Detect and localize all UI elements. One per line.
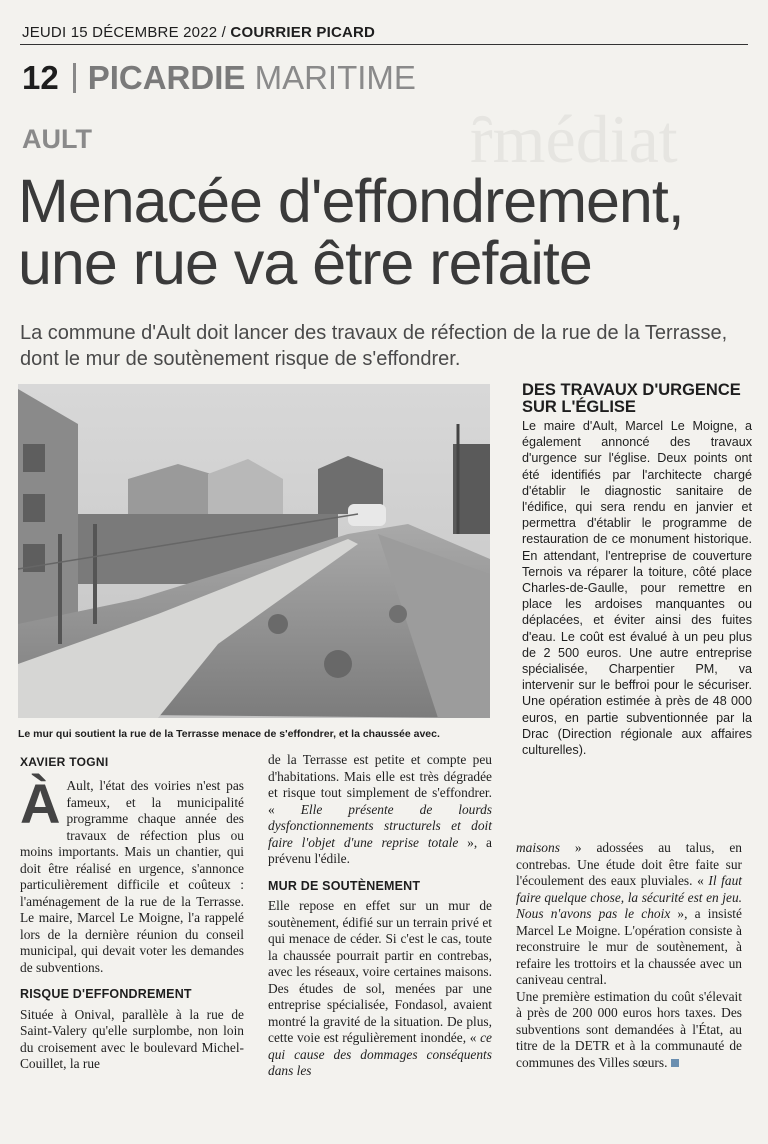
sidebar-text: Le maire d'Ault, Marcel Le Moigne, a également annoncé des travaux d'urgence sur l'église. Deux points ont été identifiés par l'architecte chargé d'établir le diagnostic sanitaire de l'édifice, qui sera rendu en janvier et permettra d'établir le programme de restauration de ce monument historique. En attendant, l'entreprise de couverture Ternois va réparer la toiture, côté place Charles-de-Gaulle, pour remettre en place les ardoises manquantes ou déplacées, et éviter ainsi des fuites d'eau. Le coût est évalué à un peu plus de 2 500 euros. Une autre entreprise spécialisée, Charpentier PM, va intervenir sur le beffroi pour le sécuriser. Une opération estimée à près de 48 000 euros, en partie subventionnée par la Drac (Direction régionale aux affaires culturelles). <box>522 419 752 758</box>
photo-caption: Le mur qui soutient la rue de la Terrasse menace de s'effondrer, et la chaussée avec. <box>18 728 440 740</box>
article-standfirst: La commune d'Ault doit lancer des travaux de réfection de la rue de la Terrasse, dont le mur de soutènement risque de s'effondrer. <box>20 322 728 370</box>
headline-line-2: une rue va être refaite <box>18 229 592 297</box>
paragraph-5: maisons » adossées au talus, en contrebas. Une étude doit être faite sur l'écoulement des eaux pluviales. « Il faut faire quelque chose, la sécurité est en jeu. Nous n'avons pas le choix », a insisté Marcel Le Moigne. L'opération consiste à reconstruire le mur de soutènement, à refaire les trottoirs et la chaussée avec un caniveau central. <box>516 840 743 987</box>
section-banner <box>22 58 416 98</box>
paragraph-3: de la Terrasse est petite et compte peu d'habitations. Mais elle est très dégradée et risque tout simplement de s'effondrer. « Elle présente de lourds dysfonctionnements structurels et doit faire l'objet d'une reprise totale », a prévenu l'édile. <box>268 752 493 866</box>
article-kicker: AULT <box>22 124 92 154</box>
article-column-2 <box>268 752 492 1080</box>
article-headline <box>18 167 758 297</box>
subhead-risque: RISQUE D'EFFONDREMENT <box>20 987 192 1001</box>
article-column-3 <box>516 840 742 1071</box>
paragraph-1: À Ault, l'état des voiries n'est pas fameux, et la municipalité programme chaque année des travaux de réfection plus ou moins importants. Mais un chantier, qui doit être réalisé en urgence, s'annonce particulièrement difficile et coûteux : l'aménagement de la rue de la Terrasse. Le maire, Marcel Le Moigne, l'a rappelé lors de la dernière réunion du conseil municipal, qui devait voter les demandes de subventions. <box>20 772 244 975</box>
issue-date: JEUDI 15 DÉCEMBRE 2022 <box>22 24 218 41</box>
sidebar-title: DES TRAVAUX D'URGENCE SUR L'ÉGLISE <box>522 381 741 416</box>
section-name-light: MARITIME <box>254 59 416 96</box>
article-column-1 <box>20 772 244 1073</box>
section-divider <box>73 63 76 93</box>
paragraph-6: Une première estimation du coût s'élevait à près de 200 000 euros hors taxes. Des subventions sont demandées à l'État, au titre de la DETR et à la communauté de communes des Villes sœurs. <box>516 988 742 1070</box>
street-photo-illustration <box>18 384 490 718</box>
paragraph-2: Située à Onival, parallèle à la rue de Saint-Valery qu'elle surplombe, non loin du croisement avec le boulevard Michel-Couillet, la rue <box>20 1006 244 1071</box>
header-divider <box>20 44 748 45</box>
headline-line-1: Menacée d'effondrement, <box>18 167 684 235</box>
page-header: JEUDI 15 DÉCEMBRE 2022 / COURRIER PICARD <box>22 24 376 41</box>
article-author: XAVIER TOGNI <box>20 755 109 769</box>
section-name-bold: PICARDIE <box>87 59 246 96</box>
newspaper-name: COURRIER PICARD <box>230 24 376 41</box>
article-photo <box>18 384 490 718</box>
end-mark-icon <box>671 1059 679 1067</box>
subhead-mur: MUR DE SOUTÈNEMENT <box>268 878 421 893</box>
page-number: 12 <box>22 59 59 96</box>
dropcap: À <box>20 772 61 835</box>
bleed-through-text: ȓmédiat <box>470 101 678 177</box>
paragraph-4: Elle repose en effet sur un mur de soutènement, édifié sur un terrain privé et qui menace de céder. Si c'est le cas, toute la chaussée pourrait partir en contrebas, avec les réseaux, voire certaines maisons. Des études de sol, menées par une entreprise spécialisée, Fondasol, avaient montré la gravité de la situation. De plus, cette voie est régulièrement inondée, « ce qui cause des dommages conséquents dans les <box>268 898 492 1078</box>
